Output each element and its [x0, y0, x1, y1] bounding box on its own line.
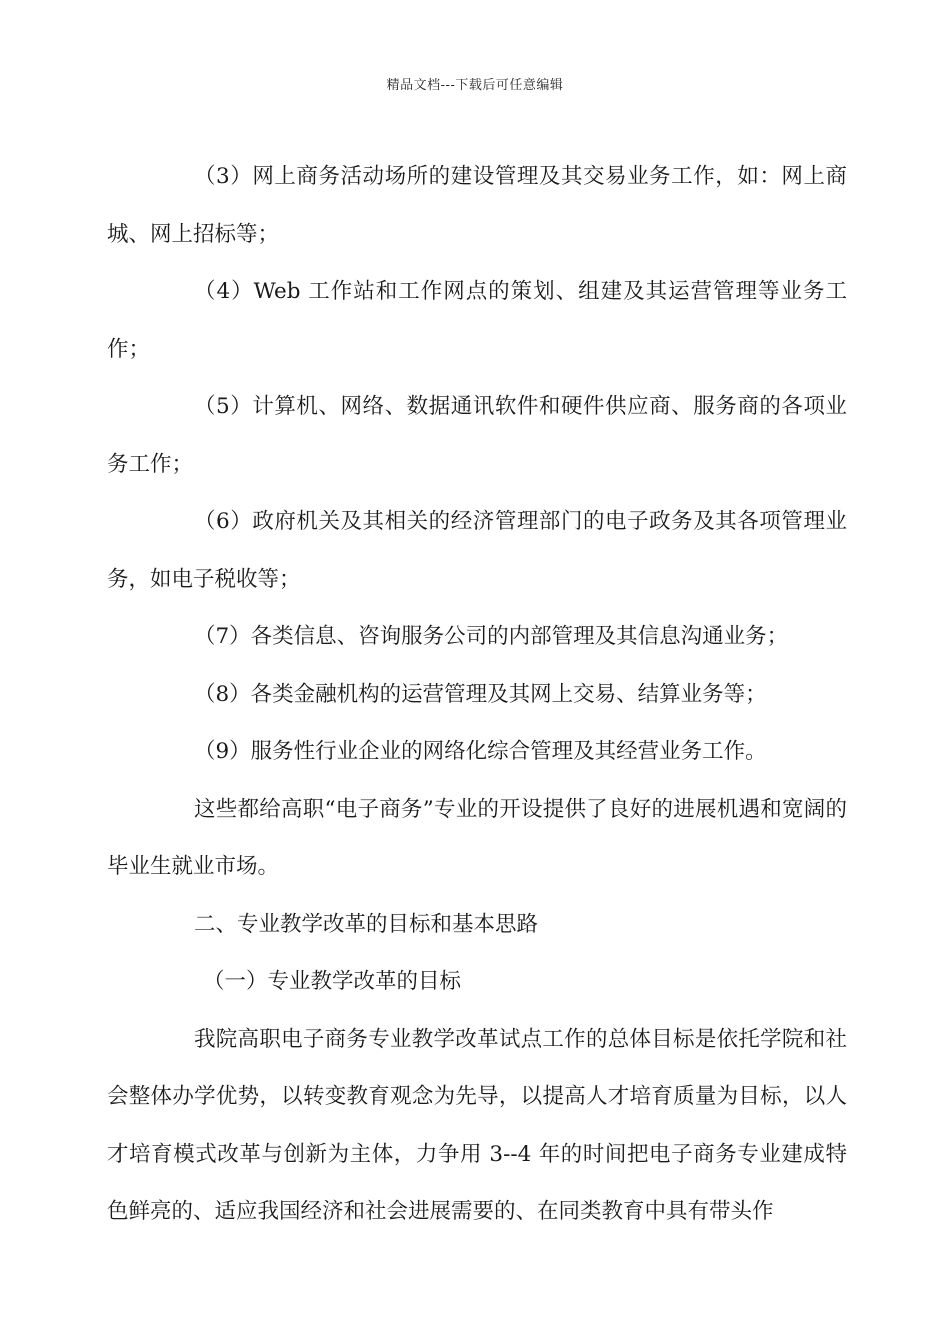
document-body	[107, 148, 847, 1241]
list-item-5: （5）计算机、网络、数据通讯软件和硬件供应商、服务商的各项业务工作；	[107, 394, 847, 477]
list-item-4: （4）Web 工作站和工作网点的策划、组建及其运营管理等业务工作；	[107, 279, 847, 362]
list-item-7: （7）各类信息、咨询服务公司的内部管理及其信息沟通业务；	[194, 624, 789, 649]
page-header: 精品文档---下载后可任意编辑	[386, 78, 564, 93]
list-item-6: （6）政府机关及其相关的经济管理部门的电子政务及其各项管理业务，如电子税收等；	[107, 509, 847, 592]
section-heading: 二、专业教学改革的目标和基本思路	[194, 911, 539, 937]
subsection-heading: （一）专业教学改革的目标	[203, 969, 462, 994]
summary-paragraph: 这些都给高职“电子商务”专业的开设提供了良好的进展机遇和宽阔的毕业生就业市场。	[107, 796, 847, 879]
list-item-3: （3）网上商务活动场所的建设管理及其交易业务工作，如：网上商城、网上招标等；	[107, 164, 847, 247]
list-item-8: （8）各类金融机构的运营管理及其网上交易、结算业务等；	[194, 681, 767, 707]
list-item-9: （9）服务性行业企业的网络化综合管理及其经营业务工作。	[194, 739, 767, 764]
goal-paragraph: 我院高职电子商务专业教学改革试点工作的总体目标是依托学院和社会整体办学优势，以转变教育观念为先导，以提高人才培育质量为目标，以人才培育模式改革与创新为主体，力争用 3--4 年的时间把电子商务专业建成特色鲜亮的、适应我国经济和社会进展需要的、在同类教育中具有带头作	[107, 1026, 847, 1224]
